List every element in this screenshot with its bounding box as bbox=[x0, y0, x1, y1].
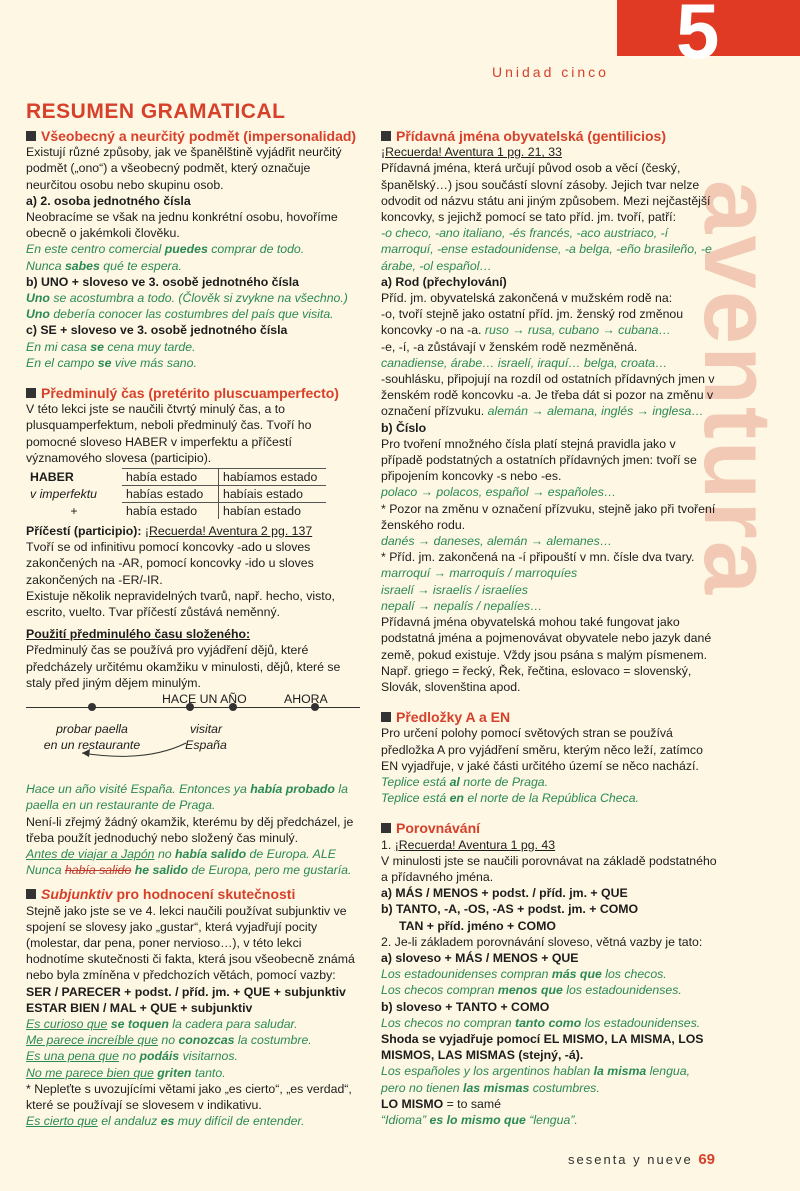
timeline-label: HACE UN AÑO bbox=[162, 692, 247, 707]
haber-table: HABER había estado habíamos estado v imperfektu habías estado habíais estado + había estado habían estado bbox=[26, 468, 326, 519]
example: No me parece bien que griten tanto. bbox=[26, 1065, 226, 1080]
example: -o checo, -ano italiano, -és francés, -aco austriaco, -í marroquí, -ense estadounidense, -a belga, -eño brasileño, -e árabe, -ol español… bbox=[381, 226, 712, 273]
timeline-event: probar paella en un restaurante bbox=[43, 722, 141, 753]
text: * Pozor na změnu v označení přízvuku, stejně jako při tvoření ženského rodu. bbox=[381, 501, 716, 532]
example: polaco → polacos, español → españoles… bbox=[381, 485, 617, 500]
text: Příčestí (participio): ¡Recuerda! Aventura 2 pg. 137 bbox=[26, 524, 313, 539]
subheading: Použití předminulého času složeného: bbox=[26, 627, 251, 642]
example: Nunca sabes qué te espera. bbox=[26, 258, 182, 273]
example: Teplice está en el norte de la República Checa. bbox=[381, 791, 639, 806]
example: Uno debería conocer las costumbres del país que visita. bbox=[26, 307, 334, 322]
text: Stejně jako jste se ve 4. lekci naučili používat subjunktiv ve spojení se slovesy jako „gustar“, která vyjadřují pocity (molestar, dar pena, poner nervioso…), v této lekci hodnotíme skutečnosti či fakta, která jsou všeobecně známá nebo byla zmíněna v předchozích větách, pomocí vazby: bbox=[26, 903, 355, 983]
subheading: b) Číslo bbox=[381, 420, 427, 435]
example: Teplice está al norte de Praga. bbox=[381, 774, 549, 789]
section-heading: Subjunktiv pro hodnocení skutečnosti bbox=[26, 886, 360, 902]
text: * Příd. jm. zakončená na -í připouští v mn. čísle dva tvary. bbox=[381, 550, 695, 565]
subheading: a) Rod (přechylování) bbox=[381, 274, 507, 289]
reference: ¡Recuerda! Aventura 1 pg. 21, 33 bbox=[381, 145, 562, 160]
example: Los checos no compran tanto como los estadounidenses. bbox=[381, 1015, 701, 1030]
example: Es curioso que se toquen la cadera para saludar. bbox=[26, 1016, 298, 1031]
text: Přídavná jména, která určují původ osob a věcí (český, španělský…) jsou součástí slovní zásoby. Jejich tvar nelze odvodit od názvu státu ani jiným způsobem. Mezi nejčastější koncovky, s jejichž pomocí se tato příd. jm. tvoří, patří: bbox=[381, 161, 711, 225]
section-heading: Předminulý čas (pretérito pluscuamperfecto) bbox=[26, 385, 360, 401]
subheading: a) 2. osoba jednotného čísla bbox=[26, 193, 191, 208]
example: marroquí → marroquís / marroquíes bbox=[381, 566, 578, 581]
subheading: c) SE + sloveso ve 3. osobě jednotného čísla bbox=[26, 323, 288, 338]
text: -o, tvoří stejně jako ostatní příd. jm. ženský rod změnou koncovky -o na -a. ruso → rusa, cubano → cubana… bbox=[381, 307, 684, 338]
text: Existuje několik nepravidelných tvarů, např. hecho, visto, escrito, vuelto. Tvar příčestí zůstává neměnný. bbox=[26, 588, 335, 620]
timeline bbox=[26, 691, 360, 781]
bullet-square-icon bbox=[26, 889, 36, 899]
bullet-square-icon bbox=[381, 823, 391, 833]
text: Tvoří se od infinitivu pomocí koncovky -ado u sloves zakončených na -AR, pomocí koncovky -ido u sloves zakončených na -ER/-IR. bbox=[26, 540, 314, 587]
reference: 1. ¡Recuerda! Aventura 1 pg. 43 bbox=[381, 837, 556, 852]
bullet-square-icon bbox=[26, 388, 36, 398]
formula: SER / PARECER + podst. / příd. jm. + QUE + subjunktiv bbox=[26, 984, 346, 999]
chapter-number: 5 bbox=[676, 0, 720, 75]
text: V této lekci jste se naučili čtvrtý minulý čas, a to plusquamperfektum, neboli předminulý čas. Tvoří ho pomocné sloveso HABER v imperfektu a příčestí významového slovesa (participio). bbox=[26, 402, 312, 465]
example: danés → daneses, alemán → alemanes… bbox=[381, 534, 613, 549]
section-heading: Porovnávání bbox=[381, 820, 717, 836]
example: Los españoles y los argentinos hablan la misma lengua, pero no tienen las mismas costumbres. bbox=[381, 1064, 691, 1095]
example: Hace un año visité España. Entonces ya había probado la paella en un restaurante de Praga. bbox=[26, 782, 348, 813]
text: Není-li zřejmý žádný okamžik, kterému by děj předcházel, je třeba použít jednoduchý nebo složený čas minulý. bbox=[26, 814, 354, 845]
example: Es una pena que no podáis visitarnos. bbox=[26, 1049, 238, 1064]
text: Pro tvoření množného čísla platí stejná pravidla jako v případě podstatných a ostatních přídavných jmen: tvoří se připojením koncovky -s nebo -es. bbox=[381, 436, 697, 484]
text: Přídavná jména obyvatelská mohou také fungovat jako podstatná jména a pojmenovávat obyvatele nebo jazyk dané země, pokud existuje. Vždy jsou psána s malým písmenem. Např. griego = řecký, Řek, řečtina, eslovaco = slovenský, Slovák, slovenština apod. bbox=[381, 615, 712, 694]
right-column bbox=[381, 128, 717, 1128]
page-title: RESUMEN GRAMATICAL bbox=[26, 100, 286, 123]
formula: LO MISMO = to samé bbox=[381, 1096, 501, 1111]
text: Shoda se vyjadřuje pomocí EL MISMO, LA MISMA, LOS MISMOS, LAS MISMAS (stejný, -á). bbox=[381, 1031, 704, 1063]
example: Los checos compran menos que los estadounidenses. bbox=[381, 983, 682, 998]
text: Příd. jm. obyvatelská zakončená v mužském rodě na: bbox=[381, 291, 673, 306]
timeline-arrow bbox=[26, 691, 360, 781]
text: -e, -í, -a zůstávají v ženském rodě nezměněná. bbox=[381, 339, 638, 354]
text: Neobracíme se však na jednu konkrétní osobu, hovoříme obecně o jakémkoli člověku. bbox=[26, 210, 338, 241]
example: Antes de viajar a Japón no había salido de Europa. ALE bbox=[26, 846, 336, 861]
example: Los estadounidenses compran más que los checos. bbox=[381, 967, 667, 982]
example: Me parece increíble que no conozcas la costumbre. bbox=[26, 1033, 312, 1048]
side-word: aventura bbox=[684, 180, 791, 597]
unit-label: Unidad cinco bbox=[492, 64, 609, 80]
text: -souhlásku, připojují na rozdíl od ostatních přídavných jmen v ženském rodě koncovku -a. Je třeba dát si pozor na změnu v označení přízvuku. alemán → alemana, inglés → inglesa… bbox=[381, 372, 715, 419]
formula: ESTAR BIEN / MAL + QUE + subjunktiv bbox=[26, 1000, 253, 1015]
formula: b) TANTO, -A, -OS, -AS + podst. jm. + COMO bbox=[381, 902, 639, 917]
example: “Idioma” es lo mismo que “lengua”. bbox=[381, 1112, 578, 1127]
example: Nunca había salido he salido de Europa, pero me gustaría. bbox=[26, 863, 352, 878]
bullet-square-icon bbox=[381, 712, 391, 722]
text: Předminulý čas se používá pro vyjádření dějů, které předcházely určitému okamžiku v minulosti, dějů, které se staly před jiným dějem minulým. bbox=[26, 643, 341, 690]
text: * Nepleťte s uvozujícími větami jako „es cierto“, „es verdad“, které se používají se slovesem v indikativu. bbox=[26, 1081, 352, 1112]
text: V minulosti jste se naučili porovnávat na základě podstatného a přídavného jména. bbox=[381, 853, 717, 884]
left-column bbox=[26, 128, 360, 1129]
text: Pro určení polohy pomocí světových stran se používá předložka A pro vyjádření směru, kterým něco leží, zatímco EN vyjadřuje, v jaké části určitého území se něco nachází. bbox=[381, 726, 703, 773]
timeline-event: visitar España bbox=[185, 722, 227, 753]
text: Existují různé způsoby, jak ve španělštině vyjádřit neurčitý podmět („ono“) a všeobecný podmět, který označuje neurčitou osobu nebo skupinu osob. bbox=[26, 145, 342, 192]
bullet-square-icon bbox=[26, 131, 36, 141]
formula: a) sloveso + MÁS / MENOS + QUE bbox=[381, 950, 579, 965]
example: canadiense, árabe… israelí, iraquí… belga, croata… bbox=[381, 355, 668, 370]
example: Uno se acostumbra a todo. (Člověk si zvykne na všechno.) bbox=[26, 291, 348, 306]
page-footer: sesenta y nueve 69 bbox=[568, 1151, 715, 1168]
section-heading: Předložky A a EN bbox=[381, 709, 717, 725]
example: israelí → israelís / israelíes bbox=[381, 582, 528, 597]
bullet-square-icon bbox=[381, 131, 391, 141]
example: nepalí → nepalís / nepalíes… bbox=[381, 598, 543, 613]
example: En el campo se vive más sano. bbox=[26, 355, 197, 370]
example: En mi casa se cena muy tarde. bbox=[26, 339, 196, 354]
formula: b) sloveso + TANTO + COMO bbox=[381, 999, 550, 1014]
text: 2. Je-li základem porovnávání sloveso, větná vazby je tato: bbox=[381, 934, 703, 949]
example: Es cierto que el andaluz es muy difícil de entender. bbox=[26, 1114, 305, 1129]
subheading: b) UNO + sloveso ve 3. osobě jednotného čísla bbox=[26, 274, 299, 289]
formula: TAN + příd. jméno + COMO bbox=[399, 918, 556, 933]
section-heading: Přídavná jména obyvatelská (gentilicios) bbox=[381, 128, 717, 144]
side-decoration bbox=[684, 140, 800, 1100]
timeline-label: AHORA bbox=[284, 692, 328, 707]
section-heading: Všeobecný a neurčitý podmět (impersonalidad) bbox=[26, 128, 360, 144]
example: En este centro comercial puedes comprar de todo. bbox=[26, 242, 305, 257]
formula: a) MÁS / MENOS + podst. / příd. jm. + QUE bbox=[381, 886, 628, 901]
